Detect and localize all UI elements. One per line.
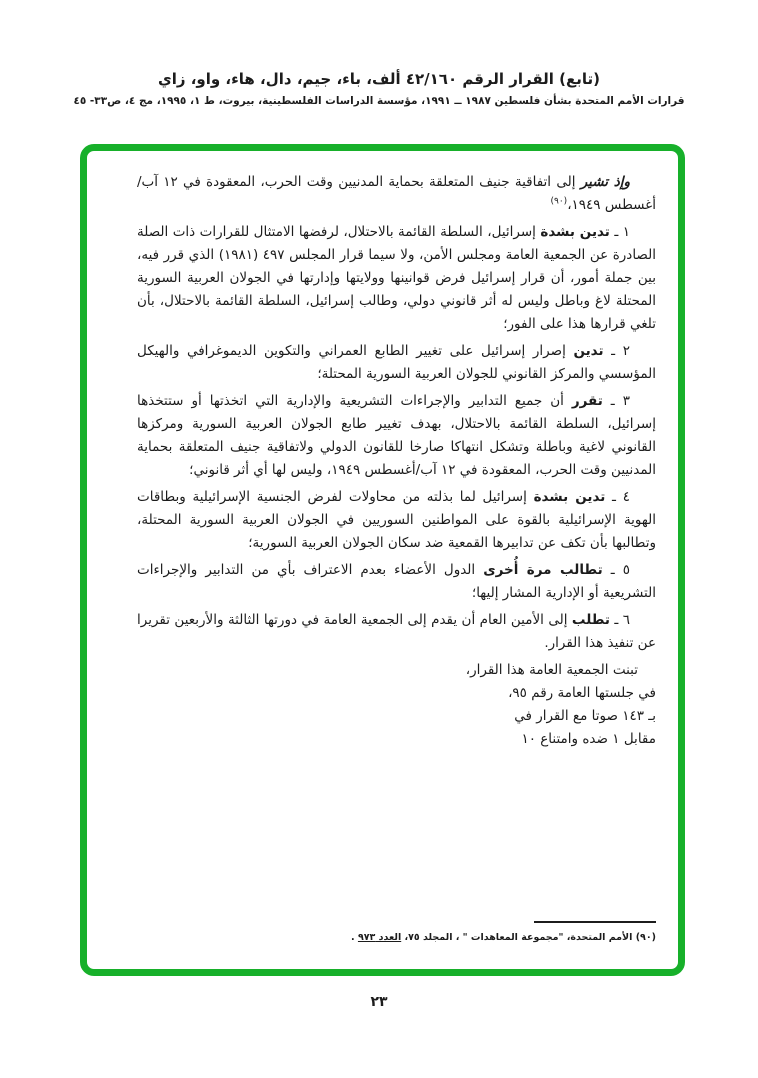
operative-paragraph-1 <box>137 221 656 336</box>
operative-paragraph-3 <box>137 390 656 482</box>
operative-paragraph-6 <box>137 609 656 655</box>
paragraph-text: إصرار إسرائيل على تغيير الطابع العمراني والتكوين الديموغرافي والهيكل المؤسسي والمركز القانوني للجولان العربية السورية المحتلة؛ <box>137 343 656 382</box>
preamble-lead: وإذ تشير <box>580 174 630 190</box>
paragraph-text: إلى الأمين العام أن يقدم إلى الجمعية العامة في دورتها الثالثة والأربعين تقريرا عن تنفيذ هذا القرار. <box>137 612 656 651</box>
footnote-text-end: . <box>351 932 358 943</box>
document-header <box>0 70 758 107</box>
paragraph-number: ٣ ـ <box>602 393 630 409</box>
page-number: ٢٣ <box>370 994 388 1010</box>
closing-line: بـ ١٤٣ صوتا مع القرار في <box>514 708 656 724</box>
closing-line: في جلستها العامة رقم ٩٥، <box>508 685 656 701</box>
closing-line: مقابل ١ ضده وامتناع ١٠ <box>521 731 656 747</box>
footnote-ref-marker: (٩٠) <box>550 196 568 207</box>
closing-line: تبنت الجمعية العامة هذا القرار، <box>465 662 638 678</box>
paragraph-number: ١ ـ <box>609 224 630 240</box>
page-title: (تابع) القرار الرقم ٤٢/١٦٠ ألف، باء، جيم، دال، هاء، واو، زاي <box>157 70 601 88</box>
operative-paragraph-2 <box>137 340 656 386</box>
paragraph-text: أن جميع التدابير والإجراءات التشريعية والإدارية التي اتخذتها أو ستتخذها إسرائيل، السلطة القائمة بالاحتلال، بهدف تغيير طابع الجولان العربية السورية ومركزها القانوني لاغية وباطلة وتشكل انتهاكا صارخا للقانون الدولي ولاتفاقية جنيف المتعلقة بحماية المدنيين وقت الحرب، المعقودة في ١٢ آب/أغسطس ١٩٤٩، وليس لها أي أثر قانوني؛ <box>137 393 656 478</box>
paragraph-text: إسرائيل، السلطة القائمة بالاحتلال، لرفضها الامتثال للقرارات ذات الصلة الصادرة عن الجمعية العامة ومجلس الأمن، ولا سيما قرار المجلس ٤٩٧ (١٩٨١) الذي قرر فيه، بين جملة أمور، أن قرار إسرائيل فرض قوانينها وولايتها وإدارتها في الجولان العربية السورية المحتلة لاغ وباطل وليس له أثر قانوني دولي، وطالب إسرائيل، السلطة القائمة بالاحتلال، بأن تلغي قرارها هذا على الفور؛ <box>137 224 657 332</box>
adoption-record <box>137 659 656 751</box>
preamble-paragraph <box>137 171 656 217</box>
footnote-area <box>137 921 656 943</box>
operative-paragraph-5 <box>137 559 656 605</box>
paragraph-text: الدول الأعضاء بعدم الاعتراف بأي من التدابير والإجراءات التشريعية أو الإدارية المشار إليها؛ <box>137 562 656 601</box>
footnote-separator <box>534 921 656 923</box>
footnote-text: الأمم المتحدة، "مجموعة المعاهدات " ، المجلد ٧٥، <box>401 932 636 943</box>
paragraph-number: ٦ ـ <box>609 612 631 628</box>
preamble-rest: إلى اتفاقية جنيف المتعلقة بحماية المدنيين وقت الحرب، المعقودة في ١٢ آب/أغسطس ١٩٤٩، <box>137 174 656 213</box>
paragraph-lead: تدين <box>573 343 604 359</box>
paragraph-lead: تدين بشدة <box>540 224 610 240</box>
footnote-issue-number: العدد ٩٧٣ <box>357 932 402 943</box>
footnote <box>137 932 656 943</box>
source-citation: قرارات الأمم المتحدة بشأن فلسطين ١٩٨٧ ــ ١٩٩١، مؤسسة الدراسات الفلسطينية، بيروت، ط ١، ١٩٩٥، مج ٤، ص٣٣- ٤٥ <box>73 95 685 107</box>
paragraph-number: ٤ ـ <box>605 489 630 505</box>
paragraph-lead: تطالب مرة أُخرى <box>483 562 603 578</box>
content-frame <box>80 144 685 976</box>
paragraph-number: ٥ ـ <box>602 562 630 578</box>
paragraph-lead: تقرر <box>571 393 603 409</box>
paragraph-lead: تطلب <box>571 612 610 628</box>
footnote-marker: (٩٠) <box>635 932 656 943</box>
paragraph-lead: تدين بشدة <box>533 489 606 505</box>
paragraph-text: إسرائيل لما بذلته من محاولات لفرض الجنسية الإسرائيلية وبطاقات الهوية الإسرائيلية بالقوة على المواطنين السوريين في الجولان العربية السورية المحتلة، وتطالبها بأن تكف عن تدابيرها القمعية ضد سكان الجولان العربية السورية؛ <box>137 489 656 551</box>
resolution-text <box>137 171 656 751</box>
paragraph-number: ٢ ـ <box>603 343 630 359</box>
operative-paragraph-4 <box>137 486 656 555</box>
